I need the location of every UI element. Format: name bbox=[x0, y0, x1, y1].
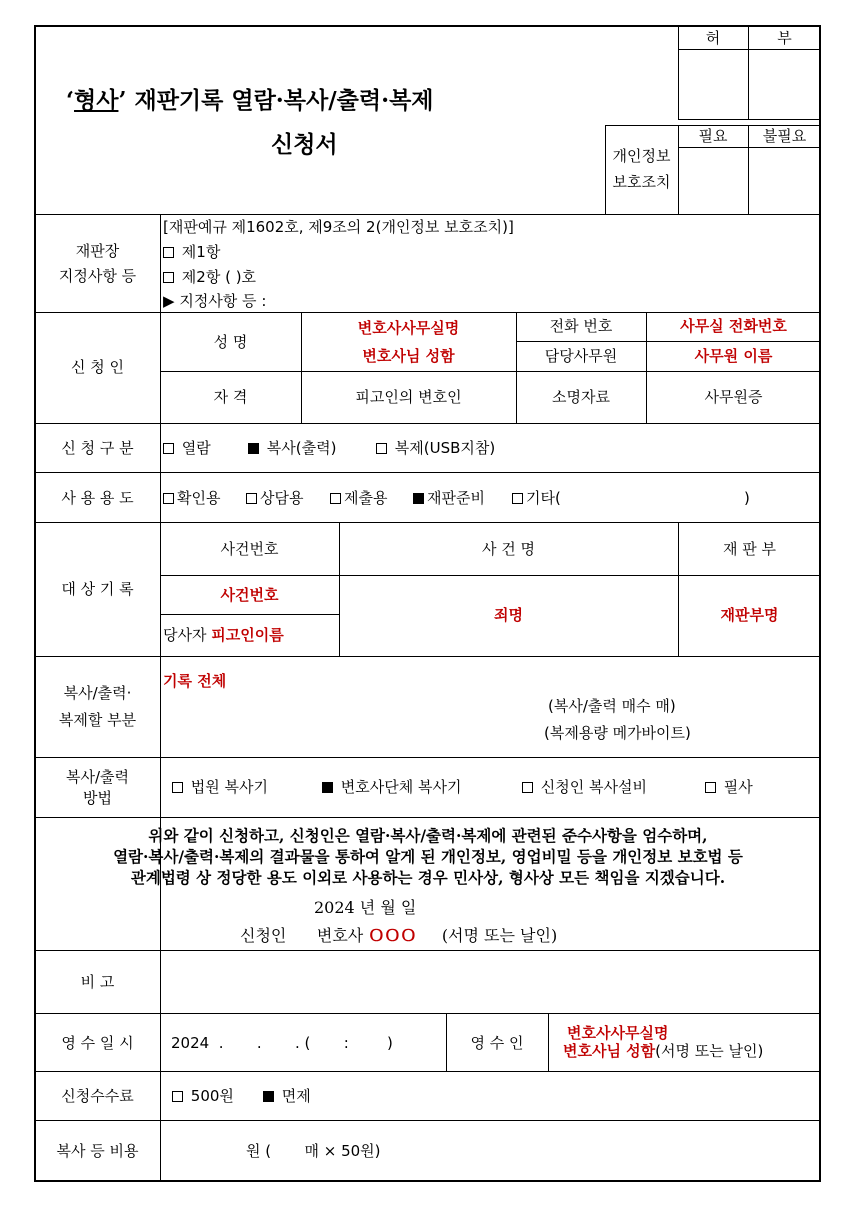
fee-opt-500[interactable]: 500원 bbox=[172, 1087, 234, 1105]
method-opt-own[interactable]: 신청인 복사설비 bbox=[522, 778, 647, 796]
court-order-label: 재판장 bbox=[75, 242, 120, 260]
receiver-sign[interactable]: 변호사님 성함(서명 또는 날인) bbox=[563, 1042, 764, 1060]
divider bbox=[35, 1071, 821, 1072]
applicant-label: 신 청 인 bbox=[70, 358, 124, 376]
name-label: 성 명 bbox=[213, 333, 248, 351]
checkbox-icon[interactable] bbox=[330, 493, 341, 504]
deny-label: 부 bbox=[777, 29, 792, 47]
copy-part-label-2: 복제할 부분 bbox=[58, 711, 137, 729]
checkbox-checked-icon[interactable] bbox=[413, 493, 424, 504]
request-opt-view[interactable]: 열람 bbox=[163, 439, 211, 457]
checkbox-icon[interactable] bbox=[246, 493, 257, 504]
usage-opt-submit[interactable]: 제출용 bbox=[330, 489, 387, 507]
not-needed-check-box[interactable] bbox=[749, 148, 820, 213]
needed-check-box[interactable] bbox=[679, 148, 747, 213]
checkbox-icon[interactable] bbox=[376, 443, 387, 454]
checkbox-icon[interactable] bbox=[163, 247, 174, 258]
divider bbox=[35, 423, 821, 424]
triangle-right-icon: ▶ bbox=[163, 292, 175, 310]
method-opt-court[interactable]: 법원 복사기 bbox=[172, 778, 268, 796]
checkbox-icon[interactable] bbox=[172, 1091, 183, 1102]
needed-label: 필요 bbox=[698, 127, 728, 145]
signer-line[interactable]: 신청인 변호사 ＯＯＯ (서명 또는 날인) bbox=[240, 926, 558, 945]
pledge-line3: 관계법령 상 정당한 용도 이외로 사용하는 경우 민사상, 형사상 모든 책임을 지겠습니다. bbox=[130, 868, 726, 887]
proof-label: 소명자료 bbox=[552, 388, 610, 406]
party-field[interactable]: 당사자 피고인이름 bbox=[163, 626, 284, 644]
proof-value[interactable]: 사무원증 bbox=[704, 388, 763, 406]
copy-pages[interactable]: (복사/출력 매수 매) bbox=[548, 697, 676, 715]
copy-capacity[interactable]: (복제용량 메가바이트) bbox=[544, 724, 691, 742]
usage-opt-check[interactable]: 확인용 bbox=[163, 489, 220, 507]
form-title: ‘형사’ 재판기록 열람·복사/출력·복제 bbox=[66, 87, 434, 114]
checkbox-icon[interactable] bbox=[522, 782, 533, 793]
court-order-item2[interactable]: 제2항 ( )호 bbox=[163, 268, 256, 286]
checkbox-icon[interactable] bbox=[163, 493, 174, 504]
privacy-label: 개인정보 bbox=[612, 147, 671, 165]
checkbox-icon[interactable] bbox=[512, 493, 523, 504]
case-no-value[interactable]: 사건번호 bbox=[220, 586, 279, 604]
copy-method-label-2: 방법 bbox=[83, 789, 112, 807]
request-opt-duplicate[interactable]: 복제(USB지참) bbox=[376, 439, 495, 457]
checkbox-icon[interactable] bbox=[163, 272, 174, 283]
pledge-line1: 위와 같이 신청하고, 신청인은 열람·복사/출력·복제에 관련된 준수사항을 엄수하며, bbox=[148, 826, 708, 845]
case-no-label: 사건번호 bbox=[220, 540, 279, 558]
checkbox-checked-icon[interactable] bbox=[248, 443, 259, 454]
usage-opt-trial-prep[interactable]: 재판준비 bbox=[413, 489, 485, 507]
divider bbox=[35, 656, 821, 657]
staff-label: 담당사무원 bbox=[544, 347, 618, 365]
checkbox-checked-icon[interactable] bbox=[322, 782, 333, 793]
not-needed-label: 불필요 bbox=[762, 127, 807, 145]
checkbox-icon[interactable] bbox=[705, 782, 716, 793]
court-order-label-2: 지정사항 등 bbox=[58, 267, 137, 285]
qualification-label: 자 격 bbox=[213, 388, 248, 406]
request-type-label: 신 청 구 분 bbox=[61, 439, 134, 457]
fee-label: 신청수수료 bbox=[61, 1087, 134, 1105]
court-order-item1[interactable]: 제1항 bbox=[163, 243, 220, 261]
division-label: 재 판 부 bbox=[722, 540, 776, 558]
usage-label: 사 용 용 도 bbox=[61, 489, 134, 507]
divider bbox=[35, 522, 821, 523]
deny-stamp-box[interactable] bbox=[749, 50, 820, 118]
name-value[interactable]: 변호사사무실명 bbox=[357, 319, 460, 337]
receiver-name[interactable]: 변호사사무실명 bbox=[567, 1024, 669, 1042]
method-opt-bar[interactable]: 변호사단체 복사기 bbox=[322, 778, 461, 796]
staff-value[interactable]: 사무원 이름 bbox=[694, 347, 773, 365]
phone-value[interactable]: 사무실 전화번호 bbox=[680, 317, 787, 335]
remarks-label: 비 고 bbox=[80, 973, 115, 991]
approve-stamp-box[interactable] bbox=[679, 50, 747, 118]
privacy-label-2: 보호조치 bbox=[612, 173, 671, 191]
cost-label: 복사 등 비용 bbox=[56, 1142, 139, 1160]
divider bbox=[35, 214, 821, 215]
request-opt-copy[interactable]: 복사(출력) bbox=[248, 439, 336, 457]
pledge-date[interactable]: 2024 년 월 일 bbox=[314, 898, 417, 917]
divider bbox=[35, 757, 821, 758]
court-order-rule: [재판예규 제1602호, 제9조의 2(개인정보 보호조치)] bbox=[163, 218, 514, 236]
approve-label: 허 bbox=[705, 29, 721, 47]
usage-opt-consult[interactable]: 상담용 bbox=[246, 489, 303, 507]
fee-opt-exempt[interactable]: 면제 bbox=[263, 1087, 311, 1105]
cost-value[interactable]: 원 ( 매 × 50원) bbox=[246, 1142, 381, 1160]
divider bbox=[35, 312, 821, 313]
divider bbox=[35, 472, 821, 473]
name-value-2[interactable]: 변호사님 성함 bbox=[362, 347, 455, 365]
division-value[interactable]: 재판부명 bbox=[720, 606, 779, 624]
divider bbox=[35, 1120, 821, 1121]
case-name-value[interactable]: 죄명 bbox=[494, 606, 523, 624]
case-name-label: 사 건 명 bbox=[481, 540, 535, 558]
form-title-line2: 신청서 bbox=[271, 131, 338, 158]
copy-method-label: 복사/출력 bbox=[65, 768, 129, 786]
usage-opt-other[interactable]: 기타( bbox=[512, 489, 561, 507]
divider bbox=[35, 817, 821, 818]
copy-part-label: 복사/출력· bbox=[63, 684, 132, 702]
qualification-value[interactable]: 피고인의 변호인 bbox=[355, 388, 462, 406]
usage-other-close: ) bbox=[744, 489, 750, 507]
receipt-datetime[interactable]: 2024 . . . ( : ) bbox=[171, 1034, 393, 1052]
checkbox-checked-icon[interactable] bbox=[263, 1091, 274, 1102]
divider bbox=[35, 1013, 821, 1014]
receiver-label: 영 수 인 bbox=[470, 1034, 524, 1052]
method-opt-hand[interactable]: 필사 bbox=[705, 778, 753, 796]
copy-part-value[interactable]: 기록 전체 bbox=[163, 672, 227, 690]
phone-label: 전화 번호 bbox=[549, 317, 613, 335]
target-label: 대 상 기 록 bbox=[61, 580, 134, 598]
checkbox-icon[interactable] bbox=[172, 782, 183, 793]
pledge-line2: 열람·복사/출력·복제의 결과물을 통하여 알게 된 개인정보, 영업비밀 등을 개인정보 보호법 등 bbox=[113, 847, 743, 866]
receipt-label: 영 수 일 시 bbox=[61, 1034, 134, 1052]
court-order-item3: ▶ 지정사항 등 : bbox=[163, 292, 267, 310]
remarks-field[interactable] bbox=[161, 951, 820, 1012]
checkbox-icon[interactable] bbox=[163, 443, 174, 454]
